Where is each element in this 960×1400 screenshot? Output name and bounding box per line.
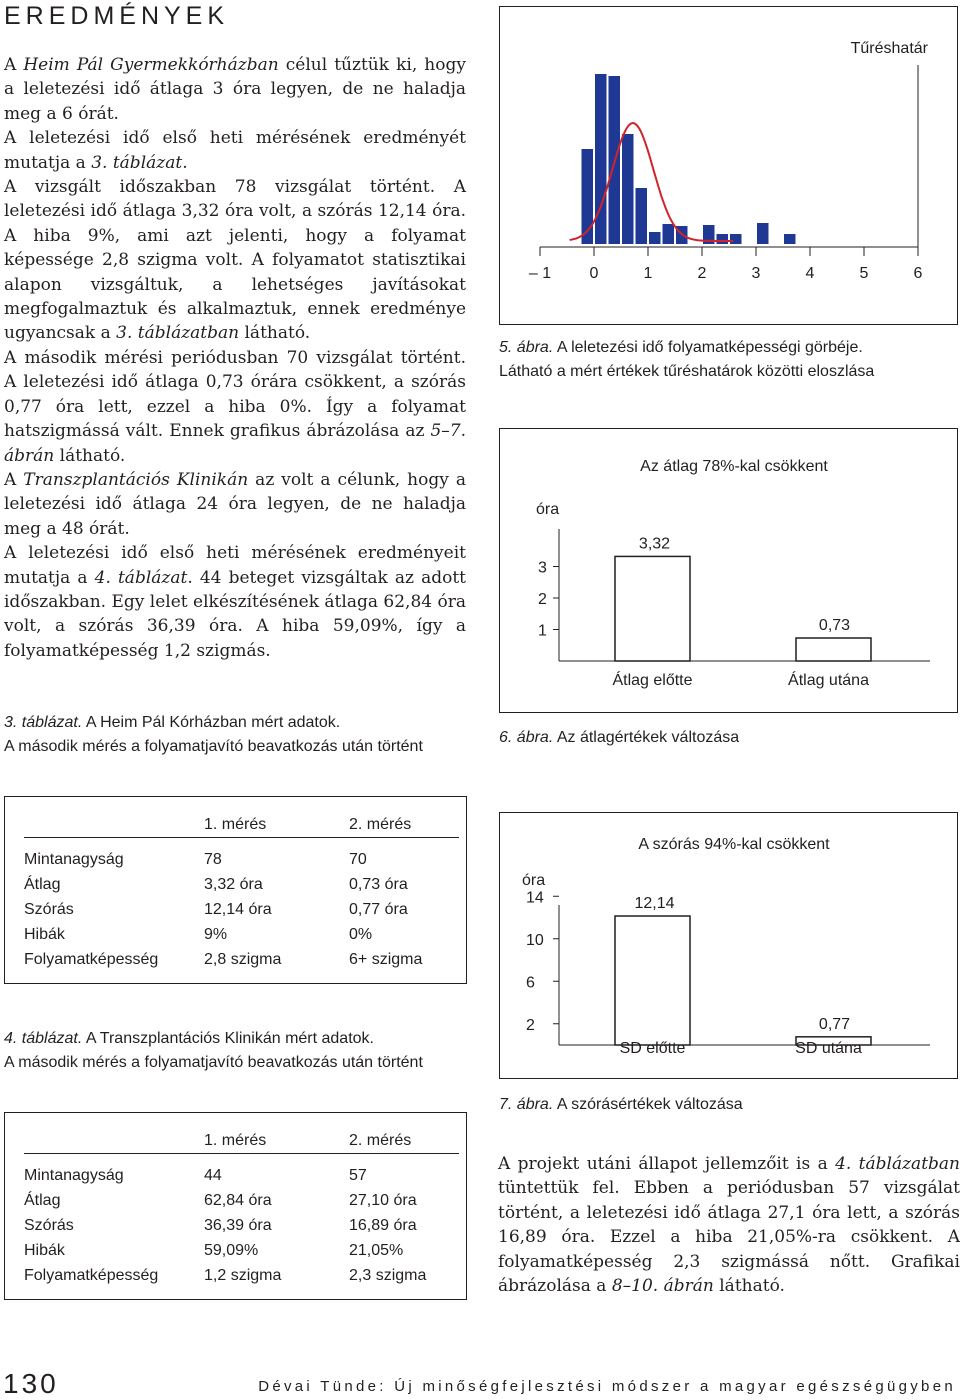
y-tick-label: 1 (538, 622, 547, 640)
table4-caption-title: A Transzplantációs Klinikán mért adatok. (85, 1030, 374, 1047)
table-row (24, 847, 459, 872)
histogram-bar (649, 232, 661, 244)
table-header-cell: 2. mérés (349, 1131, 412, 1149)
tolerance-label: Tűréshatár (850, 40, 928, 57)
table-row (24, 1213, 459, 1238)
histogram-bar (757, 223, 769, 244)
body-text-right: A projekt utáni állapot jellemzőit is a 4. táblázatban tüntettük fel. Ebben a periódusban 57 vizsgálat történt, a leletezési idő átlaga 27,1 óra lett, a szórás 16,89 óra. Ezzel a hiba 21,05%-ra csökkent. A folyamatképesség 2,3 szigmássá nőtt. Grafikai ábrázolása a 8–10. ábrán látható. (498, 1154, 960, 1297)
table-cell: Mintanagyság (24, 850, 124, 868)
bar-value-label: 0,73 (818, 617, 851, 635)
figure7-box (499, 812, 958, 1079)
figure7-caption-num: 7. ábra. (499, 1096, 554, 1113)
table4-caption (4, 1027, 464, 1075)
table-cell: 0,73 óra (349, 875, 408, 893)
figure6-caption-title: Az átlagértékek változása (556, 729, 740, 746)
comparison-bar (615, 916, 690, 1045)
x-tick-label: 5 (859, 265, 869, 282)
table4-caption-sub: A második mérés a folyamatjavító beavatkozás után történt (4, 1054, 423, 1071)
page-number: 130 (3, 1368, 59, 1399)
table-cell: Szórás (24, 1216, 74, 1234)
figure6-caption (499, 726, 959, 750)
table-cell: 16,89 óra (349, 1216, 417, 1234)
figure5-box (499, 6, 958, 325)
table-cell: 21,05% (349, 1241, 404, 1259)
paragraph: A második mérési periódusban 70 vizsgálat történt. A leletezési idő átlaga 0,73 órára csökkent, a szórás 0,77 óra lett, ezzel a hiba 0%. Így a folyamat hatszigmássá vált. Ennek grafikus ábrázolása az 5–7. ábrán látható. (4, 347, 466, 466)
x-tick-label: 1 (643, 265, 653, 282)
y-axis-label: óra (536, 501, 560, 518)
running-title: Dévai Tünde: Új minőségfejlesztési módszer a magyar egészségügyben (258, 1378, 956, 1395)
histogram-bar (730, 234, 742, 244)
table-row (24, 947, 459, 972)
x-tick-label: 0 (589, 265, 599, 282)
figure5-caption (499, 336, 959, 384)
table-cell: Hibák (24, 925, 65, 943)
bar-value-label: 0,77 (818, 1015, 851, 1033)
table-cell: 78 (204, 850, 222, 868)
table4 (24, 1128, 459, 1288)
category-label: Átlag előtte (612, 672, 693, 689)
table-cell: 6+ szigma (349, 950, 423, 968)
table-cell: 9% (204, 925, 228, 943)
x-tick-label: – 1 (528, 265, 552, 282)
category-label: Átlag utána (788, 672, 869, 689)
table-cell: Mintanagyság (24, 1166, 124, 1184)
table-cell: 1,2 szigma (204, 1266, 282, 1284)
table3-box (4, 796, 467, 984)
table-row (24, 897, 459, 922)
table-cell: 57 (349, 1166, 367, 1184)
histogram-bar (784, 234, 796, 244)
table-row (24, 872, 459, 897)
section-heading: EREDMÉNYEK (4, 2, 230, 30)
figure7-caption (499, 1093, 959, 1117)
table-cell: Átlag (24, 875, 61, 893)
figure5-caption-sub: Látható a mért értékek tűréshatárok közötti eloszlása (499, 363, 875, 380)
table-cell: 2,3 szigma (349, 1266, 427, 1284)
x-tick-label: 2 (697, 265, 707, 282)
table-cell: 70 (349, 850, 367, 868)
comparison-bar (796, 638, 871, 661)
y-axis-label: óra (522, 872, 546, 889)
table-header-row (24, 1128, 459, 1154)
table-header-cell (24, 812, 204, 838)
table-row (24, 1188, 459, 1213)
table-header-cell (24, 1128, 204, 1154)
paragraph: A leletezési idő első heti mérésének eredményét mutatja a 3. táblázat. (4, 128, 466, 173)
table-cell: 36,39 óra (204, 1216, 272, 1234)
histogram-bar (663, 224, 675, 244)
table-header-cell: 1. mérés (204, 1131, 267, 1149)
figure7-caption-title: A szórásértékek változása (556, 1096, 743, 1113)
figure5-caption-title: A leletezési idő folyamatképességi görbéje. (556, 339, 863, 356)
histogram-bar (717, 234, 729, 244)
figure5-histogram (500, 7, 957, 324)
paragraph: A Transzplantációs Klinikán az volt a célunk, hogy a leletezési idő átlaga 24 óra legyen, de ne haladja meg a 48 órát. (4, 469, 466, 539)
histogram-bar (595, 74, 607, 244)
body-text-left (4, 53, 466, 663)
table3-caption (4, 711, 464, 759)
table3-caption-title: A Heim Pál Kórházban mért adatok. (85, 714, 341, 731)
change-annotation: Az átlag 78%-kal csökkent (640, 458, 828, 475)
figure6-chart (500, 429, 957, 712)
table-header-cell: 2. mérés (349, 815, 412, 833)
table-cell: 59,09% (204, 1241, 259, 1259)
figure6-box (499, 428, 958, 713)
paragraph: A vizsgált időszakban 78 vizsgálat történt. A leletezési idő átlaga 3,32 óra volt, a szórás 12,14 óra. A hiba 9%, ami azt jelenti, hogy a folyamat képessége 2,8 szigma volt. A folyamatot statisztikai alapon vizsgáltuk, a lehetséges javításokat megfogalmaztuk és alkalmaztuk, ennek eredménye ugyancsak a 3. táblázatban látható. (4, 177, 466, 344)
table4-box (4, 1112, 467, 1300)
category-label: SD előtte (619, 1040, 686, 1057)
change-annotation: A szórás 94%-kal csökkent (638, 836, 830, 853)
table-cell: 12,14 óra (204, 900, 272, 918)
table-cell: 3,32 óra (204, 875, 263, 893)
y-tick-label: 10 (526, 931, 544, 949)
bar-value-label: 12,14 (634, 895, 675, 913)
table-cell: Folyamatképesség (24, 1266, 159, 1284)
normal-curve (570, 123, 734, 241)
table-cell: 0,77 óra (349, 900, 408, 918)
table-row (24, 1163, 459, 1188)
category-label: SD utána (795, 1040, 862, 1057)
table-row (24, 922, 459, 947)
y-tick-label: 3 (538, 559, 547, 577)
paragraph: A leletezési idő első heti mérésének eredményeit mutatja a 4. táblázat. 44 beteget vizsgáltak az adott időszakban. Egy lelet elkészítésének átlaga 62,84 óra volt, a szórás 36,39 óra. A hiba 59,09%, így a folyamatképesség 1,2 szigmás. (4, 543, 466, 661)
table-cell: Szórás (24, 900, 74, 918)
y-tick-label: 6 (526, 974, 535, 992)
table-cell: Folyamatképesség (24, 950, 159, 968)
table-cell: 44 (204, 1166, 222, 1184)
figure5-caption-num: 5. ábra. (499, 339, 554, 356)
y-tick-label: 2 (538, 591, 547, 608)
table-cell: 0% (349, 925, 373, 943)
table-row (24, 1238, 459, 1263)
table4-caption-num: 4. táblázat. (4, 1030, 83, 1047)
table-header-row (24, 812, 459, 838)
table-cell: 2,8 szigma (204, 950, 282, 968)
table-header-cell: 1. mérés (204, 815, 267, 833)
table-cell: 62,84 óra (204, 1191, 272, 1209)
y-tick-label: 2 (526, 1016, 535, 1034)
figure7-chart (500, 813, 957, 1078)
y-tick-label: 14 (526, 889, 544, 907)
table3-caption-num: 3. táblázat. (4, 714, 83, 731)
figure6-caption-num: 6. ábra. (499, 729, 554, 746)
bar-value-label: 3,32 (638, 535, 671, 553)
x-tick-label: 4 (805, 265, 815, 282)
table-cell: 27,10 óra (349, 1191, 417, 1209)
table3 (24, 812, 459, 972)
table-cell: Hibák (24, 1241, 65, 1259)
table-row (24, 1263, 459, 1288)
histogram-bar (622, 134, 634, 244)
paragraph: A Heim Pál Gyermekkórházban célul tűztük ki, hogy a leletezési idő átlaga 3 óra legyen, de ne haladja meg a 6 órát. (4, 55, 466, 124)
x-tick-label: 3 (751, 265, 761, 282)
histogram-bar (636, 188, 648, 244)
table-cell: Átlag (24, 1191, 61, 1209)
comparison-bar (615, 556, 690, 661)
x-tick-label: 6 (913, 265, 923, 282)
table3-caption-sub: A második mérés a folyamatjavító beavatkozás után történt (4, 738, 423, 755)
